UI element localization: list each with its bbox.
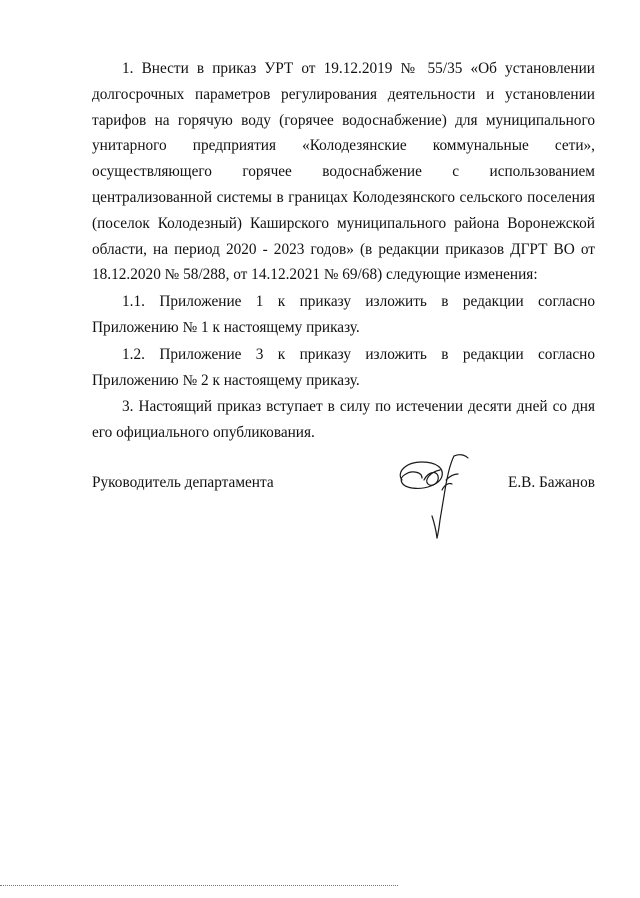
document-body (92, 56, 595, 446)
paragraph-item-1: 1. Внести в приказ УРТ от 19.12.2019 № 55/35 «Об установлении долгосрочных параметров регулирования деятельности и установлении тарифов на горячую воду (горячее водоснабжение) для муниципального унитарного предприятия «Колодезянские коммунальные сети», осуществляющего горячее водоснабжение с использованием централизованной системы в границах Колодезянского сельского поселения (поселок Колодезный) Каширского муниципального района Воронежской области, на период 2020 - 2023 годов» (в редакции приказов ДГРТ ВО от 18.12.2020 № 58/288, от 14.12.2021 № 69/68) следующие изменения: (92, 60, 595, 284)
handwritten-signature-icon (392, 450, 484, 542)
signatory-name: Е.В. Бажанов (507, 474, 595, 491)
paragraph-item-3: 3. Настоящий приказ вступает в силу по истечении десяти дней со дня его официального опубликования. (92, 398, 595, 442)
paragraph-item-1-2: 1.2. Приложение 3 к приказу изложить в редакции согласно Приложению № 2 к настоящему приказу. (92, 345, 595, 389)
footer-divider (0, 885, 398, 886)
paragraph-item-1-1: 1.1. Приложение 1 к приказу изложить в редакции согласно Приложению № 1 к настоящему приказу. (92, 293, 595, 336)
signatory-position: Руководитель департамента (92, 474, 274, 491)
signature-block (92, 470, 595, 496)
